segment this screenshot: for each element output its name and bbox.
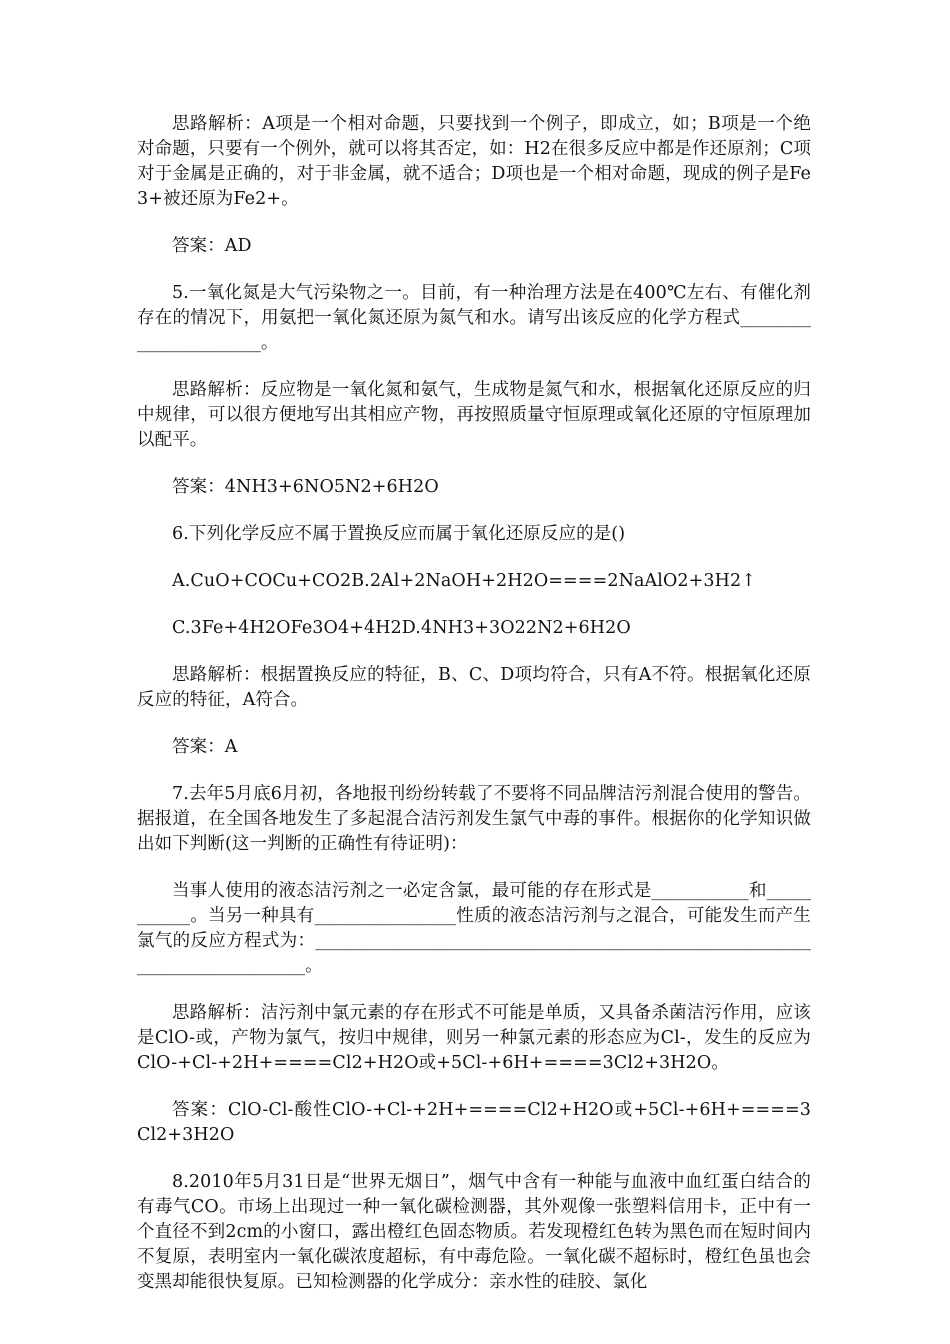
paragraph-analysis-6: 思路解析：根据置换反应的特征，B、C、D项均符合，只有A不符。根据氧化还原反应的特征，A符合。 (137, 665, 811, 710)
paragraph-analysis-7: 思路解析：洁污剂中氯元素的存在形式不可能是单质，又具备杀菌洁污作用，应该是ClO-或，产物为氯气，按归中规律，则另一种氯元素的形态应为Cl-，发生的反应为ClO-+Cl-+2H+====Cl2+H2O或+5Cl-+6H+====3Cl2+3H2O。 (137, 1003, 811, 1073)
paragraph-answer-7: 答案：ClO-Cl-酸性ClO-+Cl-+2H+====Cl2+H2O或+5Cl-+6H+====3Cl2+3H2O (137, 1100, 811, 1145)
paragraph-answer-4: 答案：AD (172, 236, 252, 256)
paragraph-answer-5: 答案：4NH3+6NO5N2+6H2O (172, 477, 439, 497)
paragraph-analysis-5: 思路解析：反应物是一氧化氮和氨气，生成物是氮气和水，根据氧化还原反应的归中规律，可以很方便地写出其相应产物，再按照质量守恒原理或氧化还原的守恒原理加以配平。 (137, 380, 811, 450)
paragraph-options-6-ab: A.CuO+COCu+CO2B.2Al+2NaOH+2H2O====2NaAlO2+3H2↑ (172, 571, 756, 591)
paragraph-question-5: 5.一氧化氮是大气污染物之一。目前，有一种治理方法是在400℃左右、有催化剂存在的情况下，用氨把一氧化氮还原为氮气和水。请写出该反应的化学方程式______________________。 (137, 283, 811, 353)
paragraph-analysis-4: 思路解析：A项是一个相对命题，只要找到一个例子，即成立，如；B项是一个绝对命题，只要有一个例外，就可以将其否定，如：H2在很多反应中都是作还原剂；C项对于金属是正确的，对于非金属，就不适合；D项也是一个相对命题，现成的例子是Fe3+被还原为Fe2+。 (137, 114, 811, 209)
paragraph-question-8: 8.2010年5月31日是“世界无烟日”，烟气中含有一种能与血液中血红蛋白结合的有毒气CO。市场上出现过一种一氧化碳检测器，其外观像一张塑料信用卡，正中有一个直径不到2cm的小窗口，露出橙红色固态物质。若发现橙红色转为黑色而在短时间内不复原，表明室内一氧化碳浓度超标，有中毒危险。一氧化碳不超标时，橙红色虽也会变黑却能很快复原。已知检测器的化学成分：亲水性的硅胶、氯化 (137, 1172, 811, 1292)
paragraph-question-7-blanks: 当事人使用的液态洁污剂之一必定含氯，最可能的存在形式是___________和___________。当另一种具有________________性质的液态洁污剂与之混合，可能发生而产生氯气的反应方程式为：___________________________________________________________________________。 (137, 881, 811, 976)
paragraph-question-6: 6.下列化学反应不属于置换反应而属于氧化还原反应的是() (172, 524, 626, 544)
paragraph-question-7: 7.去年5月底6月初，各地报刊纷纷转载了不要将不同品牌洁污剂混合使用的警告。据报道，在全国各地发生了多起混合洁污剂发生氯气中毒的事件。根据你的化学知识做出如下判断(这一判断的正确性有待证明)： (137, 784, 811, 854)
document-body (137, 112, 811, 1317)
paragraph-options-6-cd: C.3Fe+4H2OFe3O4+4H2D.4NH3+3O22N2+6H2O (172, 618, 631, 638)
paragraph-answer-6: 答案：A (172, 737, 238, 757)
